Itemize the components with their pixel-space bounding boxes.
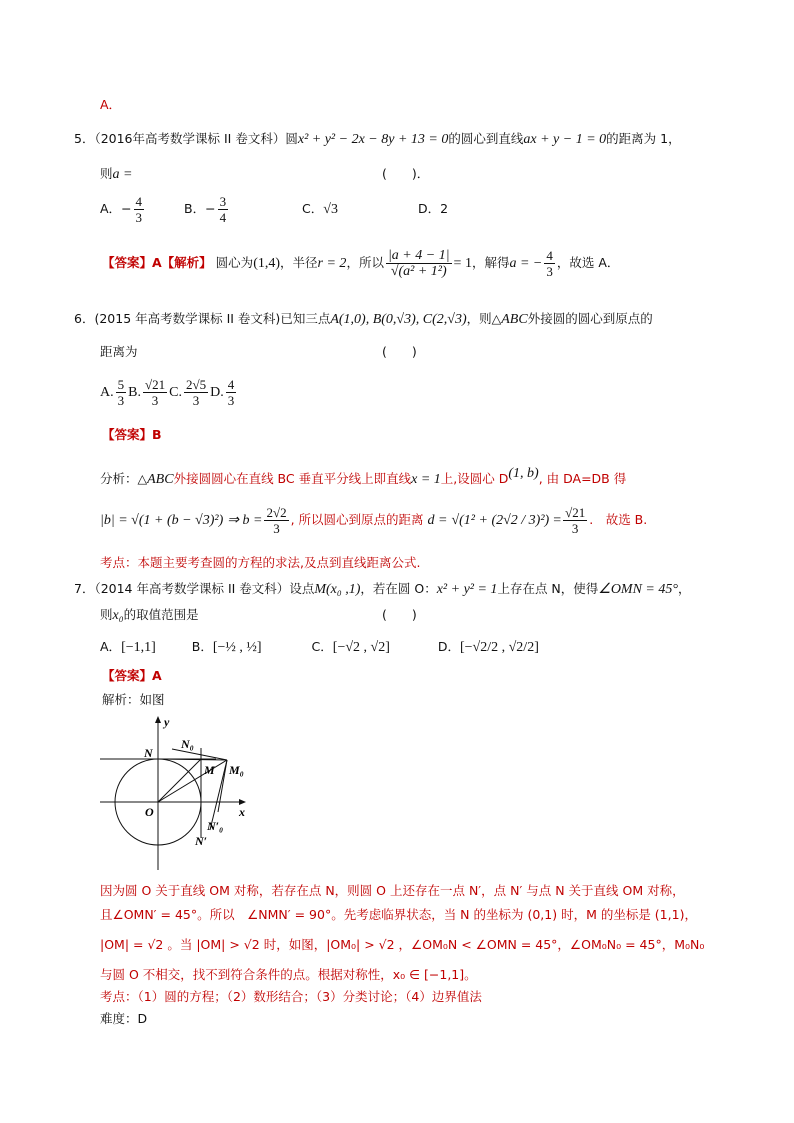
q6-option-b-label: B.	[128, 385, 141, 400]
q5-sol-result	[544, 248, 555, 279]
frac-num: 4	[135, 194, 143, 209]
label-o: O	[145, 805, 154, 819]
q5-ask	[100, 165, 132, 184]
label-y: y	[164, 715, 170, 729]
q6-derivation	[100, 498, 647, 543]
q5-source: （2016年高考数学课标 II 卷文科）	[94, 131, 286, 146]
q6-option-c-value	[184, 377, 208, 408]
segment-om0	[158, 760, 227, 802]
q5-sol-center: (1,4)	[253, 256, 281, 271]
q6-source: (2015 年高考数学课标 II 卷文科)	[94, 311, 281, 326]
q5-option-d-value: 2	[440, 201, 449, 216]
q7-figure	[98, 712, 258, 874]
q6-eq-result	[563, 505, 587, 536]
q7-point-m: M(x₀ ,1)	[314, 582, 361, 597]
q6-paren: ( )	[382, 344, 417, 359]
q6-text: ，则△	[466, 311, 502, 326]
frac-den: 3	[571, 521, 579, 536]
q7-stem	[74, 580, 691, 599]
q7-option-d-value: [−√2/2 , √2/2]	[459, 640, 539, 655]
q7-explanation-2: 且∠OMN′ = 45°。所以 ∠NMN′ = 90°。先考虑临界状态，当 N 的坐标为 (0,1) 时，M 的坐标是 (1,1)，	[100, 907, 697, 922]
q7-stem-2	[100, 606, 199, 625]
q5-circle-equation: x² + y² − 2x − 8y + 13 = 0	[297, 132, 449, 147]
q6-eq-left: |b| = √(1 + (b − √3)²)	[100, 513, 224, 528]
q5-stem	[74, 130, 681, 149]
q6-ana-x: x = 1	[411, 472, 441, 487]
q7-option-a-value: [−1,1]	[121, 640, 156, 655]
frac-num: √21	[144, 377, 166, 392]
frac-den: 3	[135, 210, 143, 225]
q7-jiexi: 解析：如图	[102, 692, 165, 707]
q7-explanation-3: |OM| = √2 。当 |OM| > √2 时，如图，|OM₀| > √2 ，∠OM₀N < ∠OMN = 45°，∠OM₀N₀ = 45°，M₀N₀	[100, 937, 705, 952]
q6-analysis	[100, 462, 626, 492]
q7-text: 上存在点 N，使得	[497, 581, 599, 596]
q5-text: 的距离为 1，	[606, 131, 681, 146]
q7-circle: x² + y² = 1	[436, 582, 498, 597]
label-n0-prime: N′₀	[207, 819, 224, 833]
q6-eq-d: d =	[427, 513, 448, 528]
q7-options	[100, 638, 539, 657]
label-n: N	[144, 746, 153, 760]
q7-text: 则	[100, 607, 113, 622]
q5-solution	[102, 246, 619, 281]
frac-den: 3	[546, 264, 553, 279]
q7-paren: ( )	[382, 607, 417, 622]
q6-ana-point-d: (1, b)	[508, 466, 539, 481]
q7-explanation-4: 与圆 O 不相交，找不到符合条件的点。根据对称性，x₀ ∈ [−1,1]。	[100, 967, 477, 982]
label-n0: N₀	[181, 737, 194, 751]
q6-eq-end: . 故选 B.	[589, 512, 648, 527]
frac-den: 3	[273, 521, 280, 536]
q7-explanation-1: 因为圆 O 关于直线 OM 对称，若存在点 N，则圆 O 上还存在一点 N′，点 N′ 与点 N 关于直线 OM 对称，	[100, 883, 685, 898]
q5-options	[100, 194, 448, 225]
q7-option-c-label: C．	[311, 639, 333, 654]
q6-ana-text: 分析：△	[100, 471, 148, 486]
q6-eq-root: √(1² + (2√2 / 3)²)	[451, 513, 550, 528]
q6-points: A(1,0), B(0,√3), C(2,√3)	[330, 312, 467, 327]
segment-om	[158, 759, 201, 802]
q7-text: ，若在圆 O：	[360, 581, 437, 596]
label-m: M	[204, 763, 215, 777]
q6-text: 已知三点	[280, 311, 331, 326]
q6-option-a-value	[116, 377, 127, 408]
q5-paren: ( )．	[382, 166, 430, 181]
y-axis-arrow-icon	[155, 716, 161, 723]
q6-eq-arrow: ⇒ b =	[227, 513, 263, 528]
q5-text: 圆	[285, 131, 298, 146]
frac-num: 2√2	[266, 505, 287, 520]
q7-option-a-label: A．	[100, 639, 122, 654]
q5-text: 的圆心到直线	[448, 131, 524, 146]
q7-nandu	[100, 1010, 147, 1028]
q4-answer-tail: A．	[100, 97, 122, 112]
q7-nandu-text: 难度：D	[100, 1011, 148, 1026]
frac-den: 3	[192, 393, 200, 408]
frac-num: |a + 4 − 1|	[387, 248, 450, 263]
q5-option-c-label: C．	[302, 201, 324, 216]
q7-text: 设点	[289, 581, 315, 596]
q5-sol-text: ，所以	[346, 255, 384, 270]
q5-sol-radius: r = 2	[317, 256, 347, 271]
q6-kaodian: 考点：本题主要考查圆的方程的求法,及点到直线距离公式.	[100, 555, 421, 570]
q6-text: 外接圆的圆心到原点的	[527, 311, 653, 326]
frac-num: √21	[565, 505, 586, 520]
q6-ana-text: 外接圆圆心在直线 BC 垂直平分线上即直线	[173, 471, 412, 486]
q6-option-b-value	[143, 377, 167, 408]
frac-num: 3	[219, 194, 227, 209]
q7-option-c-value: [−√2 , √2]	[332, 640, 390, 655]
q5-option-a-value	[134, 194, 145, 225]
q6-option-a-label: A.	[100, 385, 114, 400]
q5-option-b-sign: −	[205, 201, 216, 216]
q6-answer-tag: 【答案】B	[102, 427, 162, 442]
q7-option-d-label: D．	[437, 639, 460, 654]
q6-stem	[74, 310, 653, 329]
segment-m0-n0p	[218, 760, 227, 812]
q7-text: ，	[677, 581, 691, 596]
q7-number: 7．	[74, 581, 95, 596]
q7-answer-tag: 【答案】A	[102, 668, 162, 683]
q6-ana-text: , 由 DA=DB 得	[538, 471, 627, 486]
q6-eq-text: , 所以圆心到原点的距离	[290, 512, 424, 527]
frac-num: 2√5	[185, 377, 207, 392]
q5-sol-text: 圆心为	[215, 255, 254, 270]
q5-option-a-label: A．	[100, 201, 122, 216]
frac-den: 3	[151, 393, 159, 408]
q6-option-c-label: C.	[169, 385, 182, 400]
q5-sol-eq: = 1	[453, 256, 472, 271]
q5-option-c-value: √3	[323, 202, 338, 217]
q7-angle: ∠OMN = 45°	[598, 582, 678, 597]
q7-option-b-value: [−½ , ½]	[212, 640, 262, 655]
q5-sol-a-eq: a = −	[509, 256, 543, 271]
q6-ana-text: 上,设圆心 D	[440, 471, 509, 486]
q5-sol-distance-fraction	[386, 248, 452, 279]
frac-num: 4	[546, 248, 553, 263]
q5-ask-text: 则	[100, 166, 113, 181]
frac-num: 4	[227, 377, 235, 392]
label-x: x	[239, 805, 245, 819]
frac-den: 3	[227, 393, 235, 408]
q5-option-b-value	[218, 194, 229, 225]
q6-options	[100, 372, 238, 413]
q5-number: 5．	[74, 131, 95, 146]
q5-option-d-label: D．	[417, 201, 441, 216]
q5-sol-text: ，半径	[280, 255, 318, 270]
q6-eq-equals: =	[553, 513, 562, 528]
frac-den: 3	[117, 393, 125, 408]
q6-number: 6．	[74, 311, 95, 326]
q7-kaodian: 考点：（1）圆的方程；（2）数形结合；（3）分类讨论；（4）边界值法	[100, 989, 482, 1004]
q7-text: 的取值范围是	[123, 607, 199, 622]
q5-line-equation: ax + y − 1 = 0	[523, 132, 607, 147]
q5-option-a-sign: −	[121, 201, 132, 216]
frac-num: 5	[117, 377, 125, 392]
q7-option-b-label: B．	[191, 639, 213, 654]
q5-ask-var: a =	[112, 167, 133, 182]
frac-den: 4	[219, 210, 227, 225]
q7-source: （2014 年高考数学课标 II 卷文科）	[94, 581, 290, 596]
q6-triangle: ABC	[501, 312, 528, 327]
q5-answer-tag: 【答案】A【解析】	[102, 255, 212, 270]
q6-ana-triangle: ABC	[147, 472, 174, 487]
q5-sol-text: ，故选 A．	[556, 255, 620, 270]
q5-option-b-label: B．	[184, 201, 206, 216]
label-m0: M₀	[229, 763, 244, 777]
q6-eq-b-value	[264, 505, 288, 536]
q6-option-d-label: D.	[210, 385, 224, 400]
q5-sol-text: ，解得	[471, 255, 510, 270]
label-n-prime: N′	[195, 834, 208, 848]
q7-x0: x₀	[112, 608, 124, 623]
frac-den: √(a² + 1²)	[390, 264, 447, 279]
q6-option-d-value	[226, 377, 237, 408]
q6-stem-2: 距离为	[100, 344, 138, 359]
